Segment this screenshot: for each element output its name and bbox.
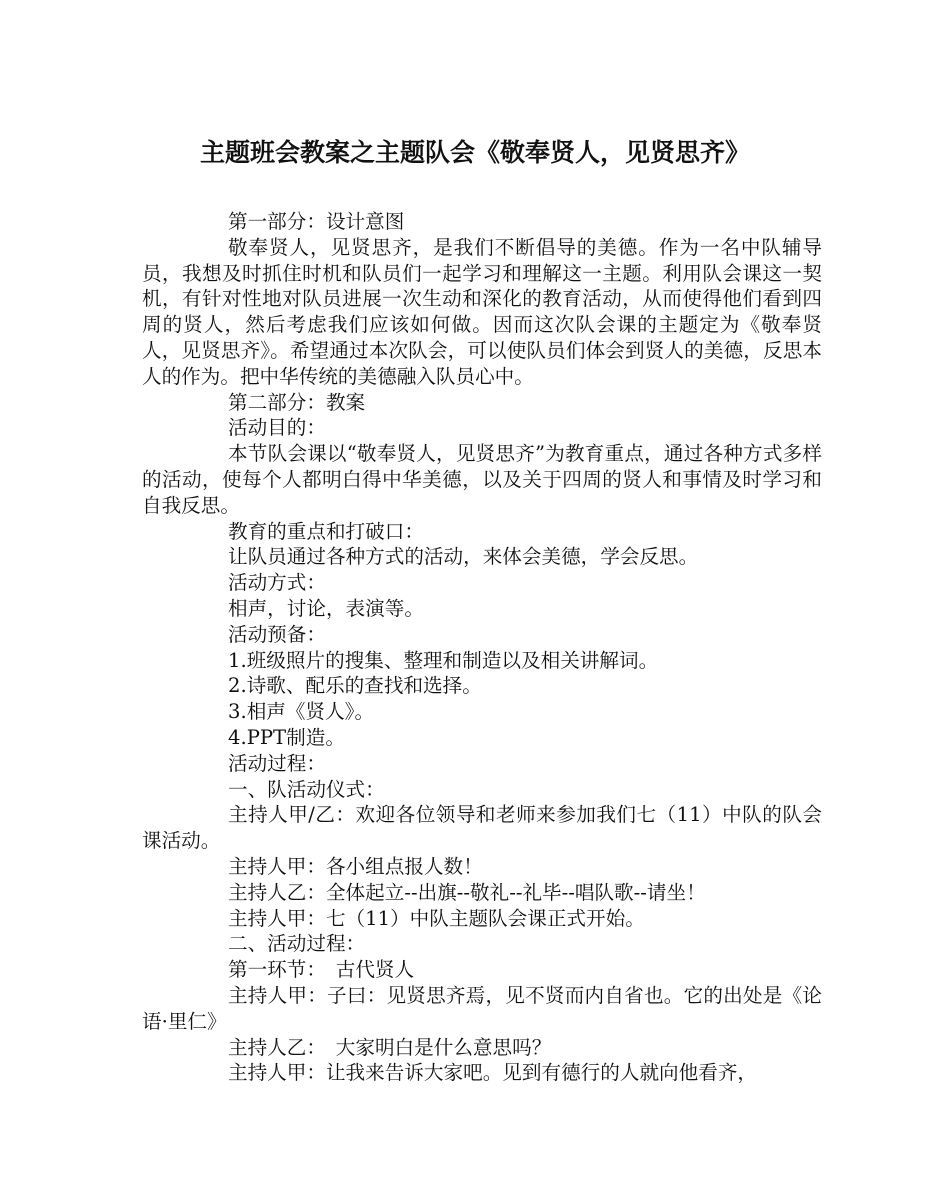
paragraph: 主持人甲/乙：欢迎各位领导和老师来参加我们七（11）中队的队会课活动。 bbox=[142, 803, 822, 853]
paragraph: 教育的重点和打破口： bbox=[228, 519, 424, 543]
paragraph: 活动过程： bbox=[228, 751, 326, 775]
document-title: 主题班会教案之主题队会《敬奉贤人，见贤思齐》 bbox=[199, 138, 750, 167]
section-heading: 第一部分：设计意图 bbox=[228, 210, 405, 233]
paragraph: 主持人甲：子曰：见贤思齐焉，见不贤而内自省也。它的出处是《论语·里仁》 bbox=[142, 983, 822, 1033]
paragraph: 主持人甲：各小组点报人数！ bbox=[228, 854, 483, 878]
document-body bbox=[142, 209, 822, 1086]
paragraph: 第一环节： 古代贤人 bbox=[228, 958, 415, 982]
paragraph: 活动目的： bbox=[228, 416, 326, 440]
list-item: 1.班级照片的搜集、整理和制造以及相关讲解词。 bbox=[228, 648, 659, 672]
paragraph: 相声，讨论，表演等。 bbox=[228, 596, 424, 620]
paragraph: 活动预备： bbox=[228, 622, 326, 646]
list-item: 2.诗歌、配乐的查找和选择。 bbox=[228, 674, 482, 698]
list-item: 3.相声《贤人》。 bbox=[228, 700, 375, 724]
section-heading: 第二部分：教案 bbox=[228, 390, 366, 414]
paragraph: 一、队活动仪式： bbox=[228, 777, 385, 801]
list-item: 4.PPT制造。 bbox=[228, 725, 345, 749]
paragraph: 主持人乙： 大家明白是什么意思吗？ bbox=[228, 1035, 552, 1059]
paragraph: 敬奉贤人，见贤思齐，是我们不断倡导的美德。作为一名中队辅导员，我想及时抓住时机和队员们一起学习和理解这一主题。利用队会课这一契机，有针对性地对队员进展一次生动和深化的教育活动，从而使得他们看到四周的贤人，然后考虑我们应该如何做。因而这次队会课的主题定为《敬奉贤人，见贤思齐》。希望通过本次队会，可以使队员们体会到贤人的美德，反思本人的作为。把中华传统的美德融入队员心中。 bbox=[142, 235, 822, 388]
paragraph: 本节队会课以“敬奉贤人，见贤思齐”为教育重点，通过各种方式多样的活动，使每个人都明白得中华美德，以及关于四周的贤人和事情及时学习和自我反思。 bbox=[142, 442, 822, 517]
paragraph: 主持人甲：让我来告诉大家吧。见到有德行的人就向他看齐， bbox=[228, 1061, 758, 1085]
paragraph: 二、活动过程： bbox=[228, 932, 366, 956]
paragraph: 主持人乙：全体起立--出旗--敬礼--礼毕--唱队歌--请坐！ bbox=[228, 880, 706, 904]
paragraph: 活动方式： bbox=[228, 571, 326, 595]
paragraph: 主持人甲：七（11）中队主题队会课正式开始。 bbox=[228, 906, 645, 930]
paragraph: 让队员通过各种方式的活动，来体会美德，学会反思。 bbox=[228, 545, 699, 569]
